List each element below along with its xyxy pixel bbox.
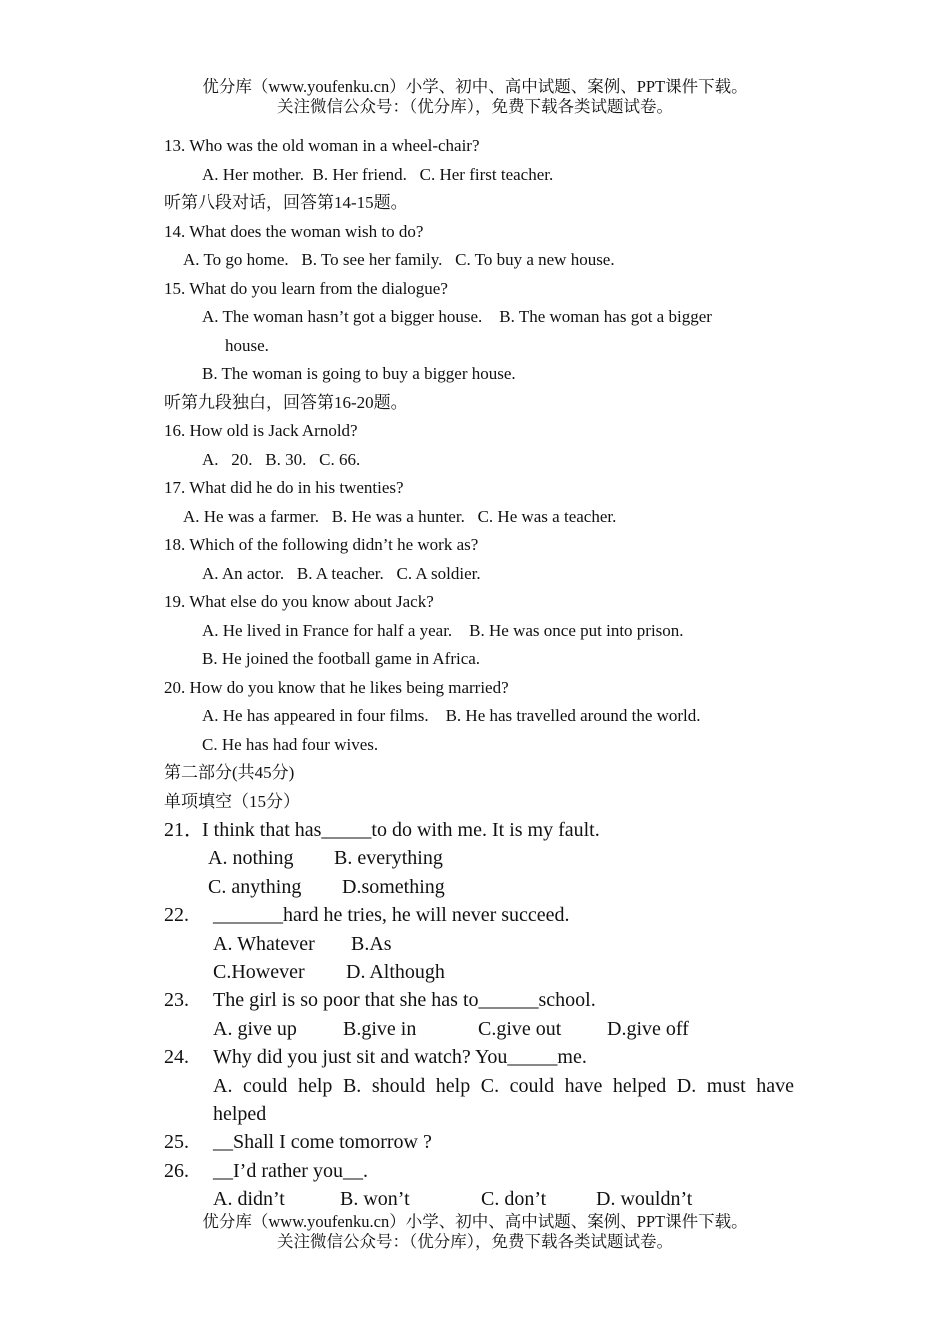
q25-stem-line xyxy=(164,1128,794,1156)
q22-options-row-1 xyxy=(164,930,794,958)
q24-options: A. could help B. should help C. could have helped D. must have helped xyxy=(213,1074,794,1126)
q21-options-row-1 xyxy=(164,844,794,872)
q26-options-row xyxy=(164,1185,794,1213)
q23-stem: The girl is so poor that she has to______school. xyxy=(213,989,596,1012)
q19-options-line-1: A. He lived in France for half a year. B. He was once put into prison. xyxy=(202,620,684,640)
q26-option-b: B. won’t xyxy=(340,1188,410,1211)
q21-option-d: D.something xyxy=(342,875,445,898)
section-9-instruction: 听第九段独白，回答第16-20题。 xyxy=(164,392,408,412)
q17-question: 17. What did he do in his twenties? xyxy=(164,478,404,497)
q23-option-a: A. give up xyxy=(213,1017,297,1040)
q15-option-a-continued: house. xyxy=(225,335,269,355)
q20-options-line-1: A. He has appeared in four films. B. He has travelled around the world. xyxy=(202,706,701,725)
q18-options: A. An actor. B. A teacher. C. A soldier. xyxy=(202,563,481,583)
q19-options-line-2: B. He joined the football game in Africa. xyxy=(202,649,481,668)
part-2-subtitle: 单项填空（15分） xyxy=(164,791,300,811)
q22-number: 22. xyxy=(164,904,189,927)
header-line-1: 优分库（www.youfenku.cn）小学、初中、高中试题、案例、PPT课件下载。 xyxy=(202,77,748,96)
q24-number: 24. xyxy=(164,1046,189,1069)
q22-stem-line xyxy=(164,901,794,929)
q20-question: 20. How do you know that he likes being married? xyxy=(164,677,509,697)
q25-stem: __Shall I come tomorrow ? xyxy=(213,1131,432,1154)
q24-stem: Why did you just sit and watch? You_____me. xyxy=(213,1046,587,1069)
header-line-2: 关注微信公众号：（优分库），免费下载各类试题试卷。 xyxy=(277,97,673,116)
q26-option-d: D. wouldn’t xyxy=(596,1188,693,1211)
q14-question: 14. What does the woman wish to do? xyxy=(164,221,424,241)
q24-stem-line xyxy=(164,1043,794,1071)
q26-number: 26. xyxy=(164,1159,189,1182)
q16-question: 16. How old is Jack Arnold? xyxy=(164,421,358,440)
q14-options: A. To go home. B. To see her family. C. To buy a new house. xyxy=(183,250,615,269)
q26-option-c: C. don’t xyxy=(481,1188,547,1211)
q23-option-d: D.give off xyxy=(607,1017,689,1040)
page-footer xyxy=(0,1212,950,1252)
page-header xyxy=(0,77,950,117)
q18-question: 18. Which of the following didn’t he work as? xyxy=(164,535,479,554)
q23-option-c: C.give out xyxy=(478,1017,562,1040)
footer-line-1: 优分库（www.youfenku.cn）小学、初中、高中试题、案例、PPT课件下载。 xyxy=(202,1212,748,1231)
q22-options-row-2 xyxy=(164,958,794,986)
q21-stem: I think that has_____to do with me. It is my fault. xyxy=(202,819,600,841)
q21-option-a: A. nothing xyxy=(208,847,294,870)
q16-options: A. 20. B. 30. C. 66. xyxy=(202,449,361,469)
q19-question: 19. What else do you know about Jack? xyxy=(164,592,434,611)
exam-content xyxy=(164,132,794,1214)
q21-stem-line xyxy=(164,816,794,844)
q13-options: A. Her mother. B. Her friend. C. Her first teacher. xyxy=(202,164,554,184)
q26-option-a: A. didn’t xyxy=(213,1188,285,1211)
q23-number: 23. xyxy=(164,989,189,1012)
part-2-title: 第二部分(共45分) xyxy=(164,763,295,782)
q26-stem-line xyxy=(164,1157,794,1185)
q22-option-b: B.As xyxy=(351,932,392,955)
q21-number: 21． xyxy=(164,819,204,841)
q25-number: 25. xyxy=(164,1131,189,1154)
q17-options: A. He was a farmer. B. He was a hunter. C. He was a teacher. xyxy=(183,506,617,526)
q23-options-row xyxy=(164,1015,794,1043)
q13-question: 13. Who was the old woman in a wheel-chair? xyxy=(164,136,480,155)
q21-option-b: B. everything xyxy=(334,847,443,870)
q22-option-c: C.However xyxy=(213,961,305,984)
q23-stem-line xyxy=(164,986,794,1014)
q23-option-b: B.give in xyxy=(343,1017,417,1040)
q22-stem: _______hard he tries, he will never succeed. xyxy=(213,904,570,927)
q22-option-d: D. Although xyxy=(346,961,445,984)
q22-option-a: A. Whatever xyxy=(213,932,315,955)
q20-options-line-2: C. He has had four wives. xyxy=(202,734,379,754)
q26-stem: __I’d rather you__. xyxy=(213,1159,368,1182)
q15-option-a: A. The woman hasn’t got a bigger house. B. The woman has got a bigger xyxy=(202,307,712,326)
q15-option-b: B. The woman is going to buy a bigger house. xyxy=(202,364,516,383)
footer-line-2: 关注微信公众号：（优分库），免费下载各类试题试卷。 xyxy=(277,1232,673,1251)
q21-options-row-2 xyxy=(164,873,794,901)
section-8-instruction: 听第八段对话，回答第14-15题。 xyxy=(164,193,408,212)
q21-option-c: C. anything xyxy=(208,875,302,898)
q15-question: 15. What do you learn from the dialogue? xyxy=(164,278,448,298)
